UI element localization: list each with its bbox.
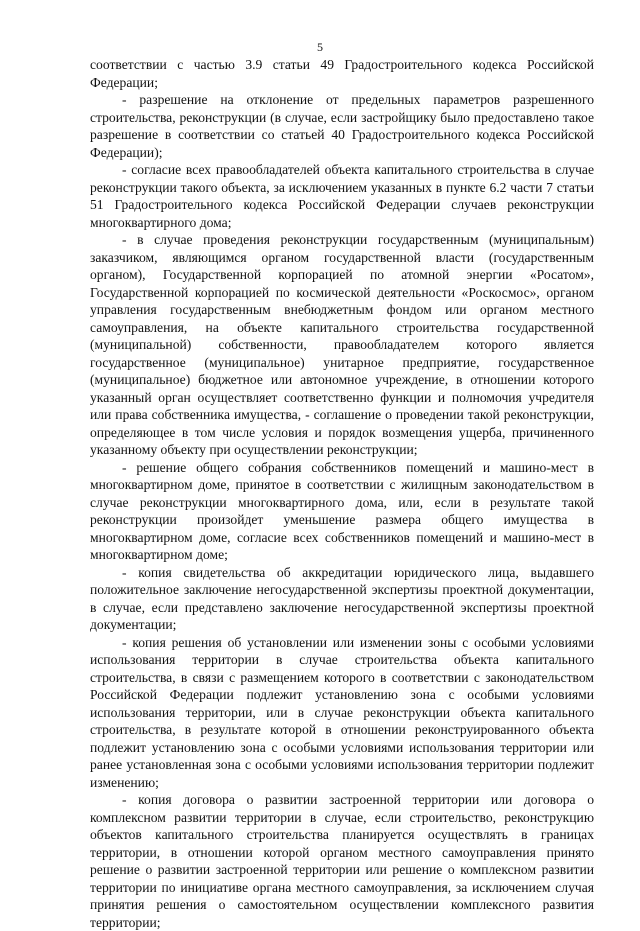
paragraph-continuation: соответствии с частью 3.9 статьи 49 Градостроительного кодекса Российской Федерации; [90,57,594,90]
paragraph-general-meeting-decision: - решение общего собрания собственников помещений и машино-мест в многоквартирном доме, принятое в соответствии с жилищным законодательством в случае реконструкции многоквартирного дома, или, если в результате такой реконструкции произойдет уменьшение размера общего имущества в многоквартирном доме, согласие всех собственников помещений и машино-мест в многоквартирном доме; [90,459,594,562]
document-body [90,56,594,931]
paragraph-owners-consent: - согласие всех правообладателей объекта капитального строительства в случае реконструкции такого объекта, за исключением указанных в пункте 6.2 части 7 статьи 51 Градостроительного кодекса Российской Федерации случаев реконструкции многоквартирного дома; [90,162,594,230]
page-number: 5 [317,40,323,54]
paragraph-special-zone-decision: - копия решения об установлении или изменении зоны с особыми условиями использования территории в случае строительства объекта капитального строительства, в связи с размещением которого в соответствии с законодательством Российской Федерации подлежит установлению зона с особыми условиями использования территории, или в случае реконструкции объекта капитального строительства, в результате которой в отношении реконструированного объекта подлежит установлению зона с особыми условиями использования территории или ранее установленная зона с особыми условиями использования территории подлежит изменению; [90,634,594,790]
paragraph-territory-development-contract: - копия договора о развитии застроенной территории или договора о комплексном развитии территории в случае, если строительство, реконструкцию объектов капитального строительства планируется осуществлять в границах территории, в отношении которой органом местного самоуправления принято решение о развитии застроенной территории или решение о комплексном развитии территории по инициативе органа местного самоуправления, за исключением случая принятия решения о самостоятельном осуществлении комплексного развития территории; [90,792,594,930]
paragraph-state-customer-agreement: - в случае проведения реконструкции государственным (муниципальным) заказчиком, являющимся органом государственной власти (государственным органом), Государственной корпорацией по атомной энергии «Росатом», Государственной корпорацией по космической деятельности «Роскосмос», органом управления государственным внебюджетным фондом или органом местного самоуправления, на объекте капитального строительства государственной (муниципальной) собственности, правообладателем которого является государственное (муниципальное) унитарное предприятие, государственное (муниципальное) бюджетное или автономное учреждение, в отношении которого указанный орган осуществляет соответственно функции и полномочия учредителя или права собственника имущества, - соглашение о проведении такой реконструкции, определяющее в том числе условия и порядок возмещения ущерба, причиненного указанному объекту при осуществлении реконструкции; [90,232,594,457]
paragraph-permit-deviation: - разрешение на отклонение от предельных параметров разрешенного строительства, реконструкции (в случае, если застройщику было предоставлено такое разрешение в соответствии со статьей 40 Градостроительного кодекса Российской Федерации); [90,92,594,160]
paragraph-accreditation-certificate: - копия свидетельства об аккредитации юридического лица, выдавшего положительное заключение негосударственной экспертизы проектной документации, в случае, если представлено заключение негосударственной экспертизы проектной документации; [90,564,594,632]
